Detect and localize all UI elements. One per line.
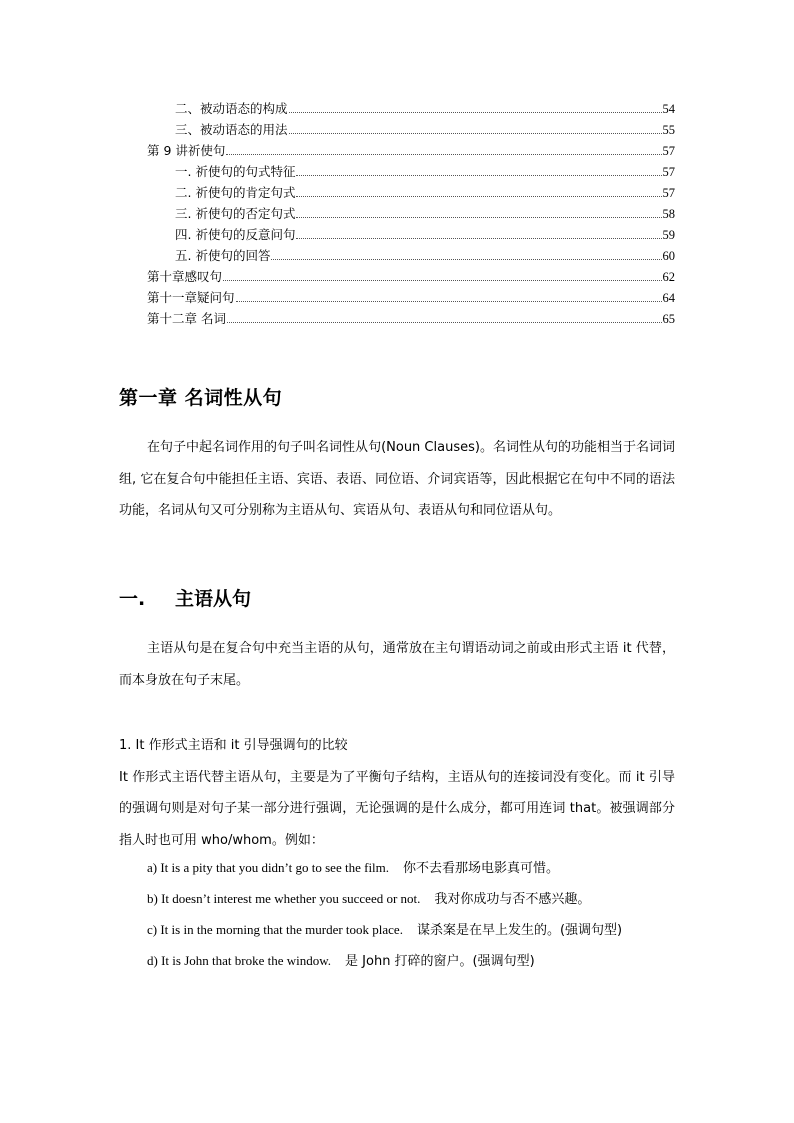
example-english: b) It doesn’t interest me whether you succeed or not. [147, 891, 421, 906]
toc-leader-dots [296, 175, 661, 176]
toc-entry-page: 58 [662, 207, 675, 221]
toc-entry-page: 57 [662, 144, 675, 158]
toc-entry-page: 64 [662, 291, 675, 305]
chapter-title: 第一章 名词性从句 [119, 387, 283, 409]
example-chinese: 是 John 打碎的窗户。(强调句型) [345, 954, 535, 969]
example-chinese: 我对你成功与否不感兴趣。 [434, 892, 591, 907]
intro-paragraph: 在句子中起名词作用的句子叫名词性从句(Noun Clauses)。名词性从句的功能相当于名词词组, 它在复合句中能担任主语、宾语、表语、同位语、介词宾语等，因此根据它在句中不同的语法功能，名词从句又可分别称为主语从句、宾语从句、表语从句和同位语从句。 [119, 440, 675, 518]
toc-leader-dots [296, 196, 661, 197]
toc-leader-dots [227, 322, 662, 323]
toc-entry-label: 二、被动语态的构成 [175, 101, 288, 116]
example-chinese: 你不去看那场电影真可惜。 [403, 861, 560, 876]
toc-entry-page: 60 [662, 249, 675, 263]
subsection-block [119, 730, 675, 856]
toc-entry-page: 57 [662, 165, 675, 179]
subsection-title: 1. It 作形式主语和 it 引导强调句的比较 [119, 738, 348, 753]
toc-entry[interactable] [175, 159, 675, 179]
toc-entry-label: 四. 祈使句的反意问句 [175, 227, 296, 242]
section-number: 一. [119, 588, 146, 610]
section-paragraph: 主语从句是在复合句中充当主语的从句，通常放在主句谓语动词之前或由形式主语 it 代替，而本身放在句子末尾。 [119, 641, 675, 688]
toc-leader-dots [289, 133, 662, 134]
toc-entry-label: 三. 祈使句的否定句式 [175, 206, 296, 221]
toc-leader-dots [296, 217, 661, 218]
toc-entry-page: 59 [662, 228, 675, 242]
example-english: c) It is in the morning that the murder took place. [147, 922, 403, 937]
toc-entry-page: 55 [662, 123, 675, 137]
toc-entry-page: 62 [662, 270, 675, 284]
toc-entry-label: 一. 祈使句的句式特征 [175, 164, 296, 179]
toc-leader-dots [296, 238, 661, 239]
toc-entry-label: 第 9 讲祈使句 [147, 143, 226, 158]
section-heading [119, 584, 251, 611]
toc-entry-label: 第十一章疑问句 [147, 290, 235, 305]
toc-leader-dots [223, 280, 661, 281]
toc-entry[interactable] [175, 222, 675, 242]
subsection-paragraph: It 作形式主语代替主语从句，主要是为了平衡句子结构，主语从句的连接词没有变化。而 it 引导的强调句则是对句子某一部分进行强调，无论强调的是什么成分，都可用连词 that。被强调部分指人时也可用 who/whom。例如： [119, 769, 675, 848]
example-item [147, 883, 707, 914]
example-english: d) It is John that broke the window. [147, 953, 332, 968]
section-title: 主语从句 [175, 588, 252, 610]
toc-entry[interactable] [147, 285, 675, 305]
example-item [147, 914, 707, 945]
toc-leader-dots [226, 154, 661, 155]
toc-entry[interactable] [175, 243, 675, 263]
toc-leader-dots [271, 259, 661, 260]
toc-entry-page: 54 [662, 102, 675, 116]
toc-entry[interactable] [147, 138, 675, 158]
toc-entry[interactable] [175, 117, 675, 137]
example-chinese: 谋杀案是在早上发生的。(强调句型) [416, 923, 623, 938]
toc-entry-label: 三、被动语态的用法 [175, 122, 288, 137]
toc-entry[interactable] [147, 264, 675, 284]
toc-entry-label: 五. 祈使句的回答 [175, 248, 271, 263]
toc-leader-dots [289, 112, 662, 113]
example-item [147, 852, 707, 883]
toc-entry[interactable] [175, 180, 675, 200]
toc-entry-label: 二. 祈使句的肯定句式 [175, 185, 296, 200]
toc-entry[interactable] [175, 201, 675, 221]
toc-entry-label: 第十章感叹句 [147, 269, 223, 284]
toc-entry[interactable] [175, 96, 675, 116]
toc-entry-page: 57 [662, 186, 675, 200]
example-english: a) It is a pity that you didn’t go to see the film. [147, 860, 390, 875]
toc-entry-page: 65 [662, 312, 675, 326]
toc-entry-label: 第十二章 名词 [147, 311, 226, 326]
toc-entry[interactable] [147, 306, 675, 326]
example-item [147, 945, 707, 976]
toc-leader-dots [236, 301, 662, 302]
example-list [147, 852, 707, 976]
